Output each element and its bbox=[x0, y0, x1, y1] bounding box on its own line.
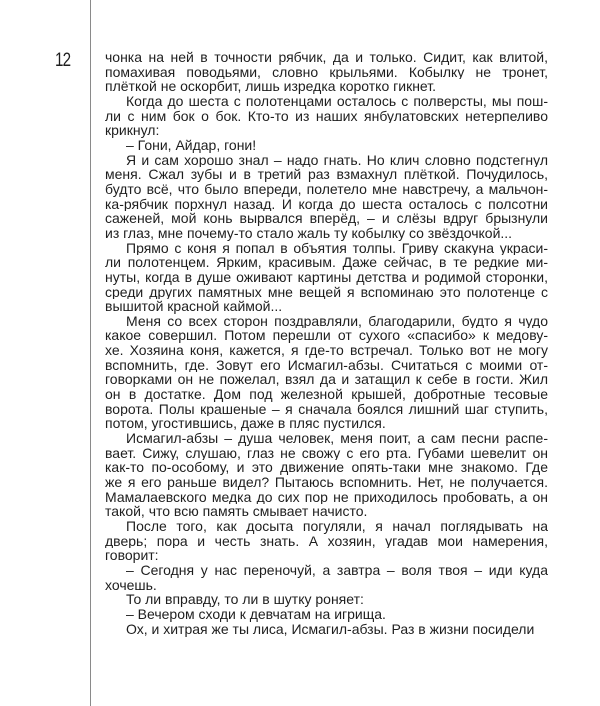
text-line: хе. Хозяина коня, кажется, я где-то встречал. Только вот не могу bbox=[105, 343, 548, 358]
text-line: Я и сам хорошо знал – надо гнать. Но клич словно подстегнул bbox=[126, 152, 548, 168]
text-line: Меня со всех сторон поздравляли, благодарили, будто я чудо bbox=[126, 313, 548, 329]
text-line: будто всё, что было впереди, полетело мне навстречу, а мальчон- bbox=[105, 181, 548, 197]
text-line: вышитой красной каймой... bbox=[105, 298, 283, 315]
text-line: ли полотенцем. Ярким, красивым. Даже сейчас, в те редкие ми- bbox=[105, 255, 548, 270]
text-line: дверь; пора и честь знать. А хозяин, угадав мои намерения, bbox=[105, 533, 548, 549]
text-line: Когда до шеста с полотенцами осталось с полверсты, мы пош- bbox=[126, 93, 548, 109]
text-line: саженей, мой конь вырвался вперёд, – и слёзы вдруг брызнули bbox=[105, 211, 548, 226]
text-line: – Гони, Айдар, гони! bbox=[126, 136, 257, 153]
text-line: Ох, и хитрая же ты лиса, Исмагил-абзы. Раз в жизни посидели bbox=[126, 620, 535, 637]
text-line: крикнул: bbox=[105, 122, 160, 139]
text-line: как-то по-особому, и это движение опять-таки мне знакомо. Где bbox=[105, 460, 548, 476]
text-line: среди других памятных мне вещей я вспоминаю это полотенце с bbox=[105, 284, 548, 300]
text-line: он в достатке. Дом под железной крышей, добротные тесовые bbox=[105, 387, 548, 402]
text-line: – Вечером сходи к девчатам на игрища. bbox=[126, 605, 386, 622]
text-line: меня. Сжал зубы и в третий раз взмахнул плёткой. Почудилось, bbox=[105, 167, 548, 182]
text-line: потом, угостившись, даже в пляс пустился. bbox=[105, 415, 386, 432]
body-text bbox=[105, 50, 548, 636]
text-line: После того, как досыта погуляли, я начал поглядывать на bbox=[126, 519, 548, 534]
text-line: говорит: bbox=[105, 547, 159, 564]
text-line: ка-рябчик порхнул назад. И когда до шеста осталось с полсотни bbox=[105, 196, 548, 212]
text-line: ли с ним бок о бок. Кто-то из наших янбулатовских нетерпеливо bbox=[105, 108, 548, 124]
text-line: хочешь. bbox=[105, 576, 157, 593]
text-line: вает. Сижу, слушаю, глаз не свожу с его рта. Губами шевелит он bbox=[105, 445, 548, 461]
text-line: такой, что всю память смывает начисто. bbox=[105, 503, 368, 520]
text-line: Мамалаевского медка до сих пор не приходилось пробовать, а он bbox=[105, 489, 548, 505]
text-line: нуты, когда в душе оживают картины детства и родимой сторонки, bbox=[105, 269, 548, 285]
text-line: говорками он не пожелал, взял да и затащил к себе в гости. Жил bbox=[105, 372, 548, 388]
margin-rule bbox=[90, 0, 91, 706]
text-line: же я его раньше видел? Пытаюсь вспомнить. Нет, не получается. bbox=[105, 475, 548, 490]
text-line: Исмагил-абзы – душа человек, меня поит, а сам песни распе- bbox=[126, 431, 548, 446]
text-line: То ли вправду, то ли в шутку роняет: bbox=[126, 591, 364, 608]
text-line: Прямо с коня я попал в объятия толпы. Гриву скакуна украси- bbox=[126, 240, 548, 256]
text-line: чонка на ней в точности рябчик, да и только. Сидит, как влитой, bbox=[105, 50, 548, 65]
text-line: вспомнить, где. Зовут его Исмагил-абзы. Считаться с моими от- bbox=[105, 357, 548, 373]
text-line: какое совершил. Потом перешли от сухого «спасибо» к медову- bbox=[105, 328, 548, 344]
text-line: ворота. Полы крашеные – я сначала боялся лишний шаг ступить, bbox=[105, 401, 548, 417]
text-line: помахивая поводьями, словно крыльями. Кобылку не тронет, bbox=[105, 64, 548, 80]
page-number: 12 bbox=[55, 50, 71, 71]
text-line: из глаз, мне почему-то стало жаль ту кобылку со звёздочкой... bbox=[105, 224, 513, 241]
text-line: плёткой не оскорбит, лишь изредка коротко гикнет. bbox=[105, 78, 436, 95]
text-line: – Сегодня у нас переночуй, а завтра – воля твоя – иди куда bbox=[126, 562, 548, 578]
